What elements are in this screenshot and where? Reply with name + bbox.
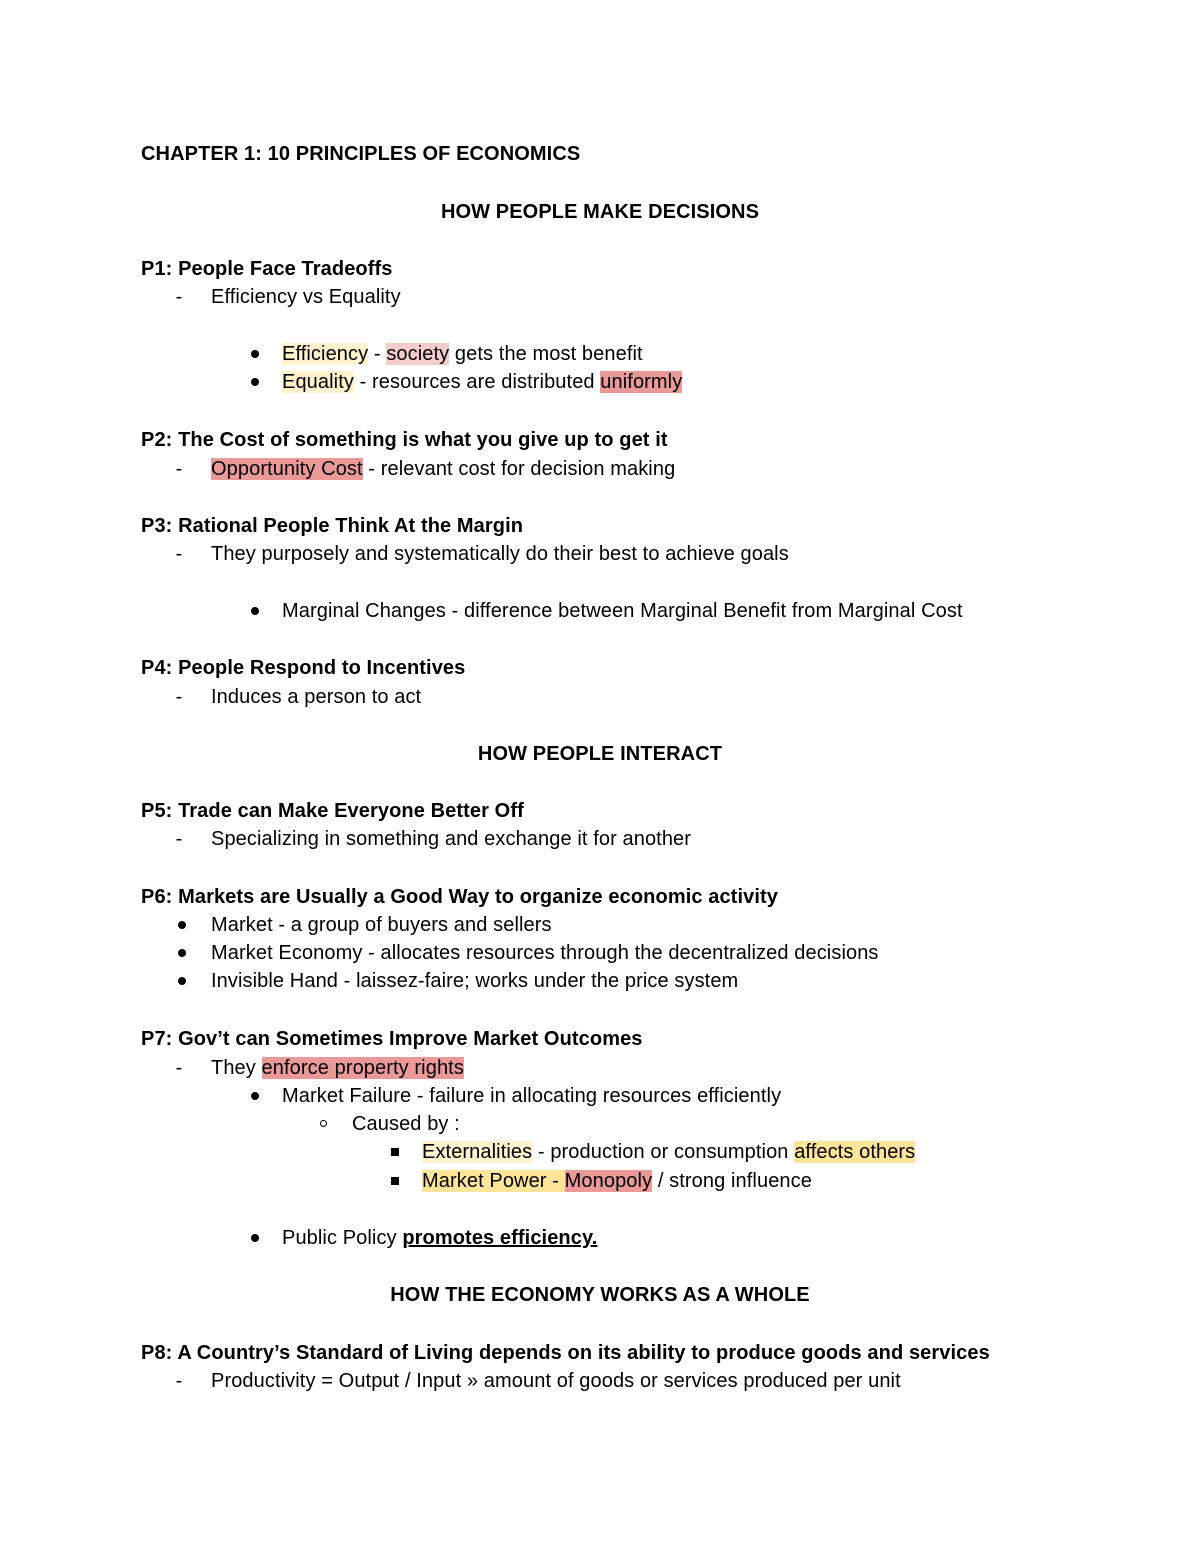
bullet-dot bbox=[178, 949, 186, 957]
public-policy-text: Public Policy bbox=[282, 1227, 403, 1249]
principle-4-point: Induces a person to act bbox=[211, 686, 422, 708]
section-heading-interact: HOW PEOPLE INTERACT bbox=[477, 743, 723, 765]
principle-2-heading: P2: The Cost of something is what you give up to get it bbox=[141, 429, 668, 451]
bullet-dot bbox=[251, 1092, 259, 1100]
externalities-mid: - production or consumption bbox=[532, 1141, 795, 1163]
underlined-promotes-efficiency: promotes efficiency. bbox=[402, 1227, 598, 1249]
highlight-uniformly: uniformly bbox=[600, 371, 683, 393]
highlight-opportunity-cost: Opportunity Cost bbox=[211, 458, 363, 480]
principle-7-heading: P7: Gov’t can Sometimes Improve Market Outcomes bbox=[141, 1028, 643, 1050]
bullet-dot bbox=[251, 607, 259, 615]
highlight-separator: - bbox=[546, 1170, 565, 1192]
principle-6-market: Market - a group of buyers and sellers bbox=[211, 914, 552, 936]
principle-1-efficiency bbox=[282, 341, 643, 367]
bullet-dot bbox=[178, 977, 186, 985]
dash-marker: - bbox=[175, 1370, 183, 1392]
dash-marker: - bbox=[175, 458, 183, 480]
highlight-efficiency: Efficiency bbox=[282, 343, 369, 365]
equality-mid: - resources are distributed bbox=[353, 371, 601, 393]
principle-5-point: Specializing in something and exchange it for another bbox=[211, 828, 692, 850]
efficiency-rest: gets the most benefit bbox=[449, 343, 643, 365]
principle-5-heading: P5: Trade can Make Everyone Better Off bbox=[141, 800, 524, 822]
dash-marker: - bbox=[175, 686, 183, 708]
highlight-equality: Equality bbox=[282, 371, 354, 393]
highlight-externalities: Externalities bbox=[422, 1141, 533, 1163]
dash-marker: - bbox=[175, 543, 183, 565]
principle-7-point bbox=[211, 1055, 464, 1081]
bullet-dot bbox=[251, 378, 259, 386]
separator: - bbox=[368, 343, 387, 365]
principle-1-equality bbox=[282, 369, 682, 395]
highlight-affects-others: affects others bbox=[794, 1141, 916, 1163]
principle-8-heading: P8: A Country’s Standard of Living depends on its ability to produce goods and services bbox=[141, 1342, 990, 1364]
dash-marker: - bbox=[175, 286, 183, 308]
principle-7-public-policy bbox=[282, 1225, 597, 1251]
dash-marker: - bbox=[175, 1057, 183, 1079]
they-text: They bbox=[211, 1057, 262, 1079]
highlight-monopoly: Monopoly bbox=[564, 1170, 653, 1192]
dash-marker: - bbox=[175, 828, 183, 850]
principle-3-point: They purposely and systematically do their best to achieve goals bbox=[211, 543, 789, 565]
bullet-dot bbox=[251, 1234, 259, 1242]
bullet-dot bbox=[251, 350, 259, 358]
principle-6-heading: P6: Markets are Usually a Good Way to organize economic activity bbox=[141, 886, 778, 908]
principle-1-heading: P1: People Face Tradeoffs bbox=[141, 258, 393, 280]
section-heading-decisions: HOW PEOPLE MAKE DECISIONS bbox=[440, 201, 760, 223]
document-title: CHAPTER 1: 10 PRINCIPLES OF ECONOMICS bbox=[141, 143, 581, 165]
principle-8-point: Productivity = Output / Input » amount of goods or services produced per unit bbox=[211, 1370, 901, 1392]
opportunity-cost-rest: - relevant cost for decision making bbox=[362, 458, 676, 480]
market-power-rest: / strong influence bbox=[652, 1170, 812, 1192]
principle-7-market-failure: Market Failure - failure in allocating resources efficiently bbox=[282, 1085, 782, 1107]
principle-3-heading: P3: Rational People Think At the Margin bbox=[141, 515, 524, 537]
principle-6-invisible-hand: Invisible Hand - laissez-faire; works under the price system bbox=[211, 970, 739, 992]
hollow-bullet bbox=[320, 1120, 327, 1127]
principle-7-externalities bbox=[422, 1139, 915, 1165]
square-bullet bbox=[391, 1148, 399, 1156]
principle-7-market-power bbox=[422, 1168, 812, 1194]
principle-4-heading: P4: People Respond to Incentives bbox=[141, 657, 466, 679]
square-bullet bbox=[391, 1177, 399, 1185]
principle-2-point bbox=[211, 456, 675, 482]
highlight-market-power: Market Power bbox=[422, 1170, 547, 1192]
section-heading-economy: HOW THE ECONOMY WORKS AS A WHOLE bbox=[390, 1284, 810, 1306]
principle-7-caused-by: Caused by : bbox=[352, 1113, 460, 1135]
principle-3-marginal: Marginal Changes - difference between Marginal Benefit from Marginal Cost bbox=[282, 600, 963, 622]
highlight-property-rights: enforce property rights bbox=[261, 1057, 464, 1079]
bullet-dot bbox=[178, 921, 186, 929]
principle-6-market-economy: Market Economy - allocates resources through the decentralized decisions bbox=[211, 942, 879, 964]
highlight-society: society bbox=[386, 343, 450, 365]
principle-1-point: Efficiency vs Equality bbox=[211, 286, 401, 308]
